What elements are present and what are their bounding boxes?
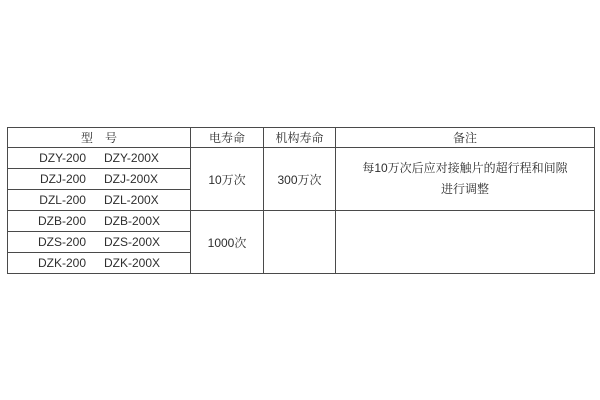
header-electrical-life: 电寿命 bbox=[191, 128, 264, 148]
table-row-dzy bbox=[8, 148, 595, 169]
header-remarks: 备注 bbox=[336, 128, 595, 148]
model-cell-dzl bbox=[8, 190, 191, 211]
table-row-dzb bbox=[8, 211, 595, 232]
remarks-group1 bbox=[336, 148, 595, 211]
header-row bbox=[8, 128, 595, 148]
model-cell-dzb bbox=[8, 211, 191, 232]
model-dzs-200x: DZS-200X bbox=[104, 235, 161, 249]
model-dzj-200: DZJ-200 bbox=[39, 172, 86, 186]
remarks-line-1: 每10万次后应对接触片的超行程和间隙 bbox=[362, 161, 568, 175]
model-dzb-200: DZB-200 bbox=[37, 214, 86, 228]
model-dzk-200: DZK-200 bbox=[37, 256, 86, 270]
model-dzy-200: DZY-200 bbox=[39, 151, 86, 165]
model-dzl-200: DZL-200 bbox=[39, 193, 86, 207]
model-cell-dzy bbox=[8, 148, 191, 169]
mechanical-life-group1: 300万次 bbox=[264, 148, 336, 211]
model-cell-dzk bbox=[8, 253, 191, 274]
model-dzb-200x: DZB-200X bbox=[104, 214, 161, 228]
header-mechanical-life: 机构寿命 bbox=[264, 128, 336, 148]
model-dzy-200x: DZY-200X bbox=[104, 151, 159, 165]
model-cell-dzs bbox=[8, 232, 191, 253]
model-dzj-200x: DZJ-200X bbox=[103, 172, 159, 186]
electrical-life-group1: 10万次 bbox=[191, 148, 264, 211]
relay-spec-table bbox=[7, 127, 595, 274]
mechanical-life-group2 bbox=[264, 211, 336, 274]
model-cell-dzj bbox=[8, 169, 191, 190]
model-dzs-200: DZS-200 bbox=[37, 235, 86, 249]
model-dzl-200x: DZL-200X bbox=[103, 193, 159, 207]
remarks-group2 bbox=[336, 211, 595, 274]
electrical-life-group2: 1000次 bbox=[191, 211, 264, 274]
remarks-line-2: 进行调整 bbox=[440, 182, 489, 196]
model-dzk-200x: DZK-200X bbox=[104, 256, 161, 270]
header-model: 型 号 bbox=[8, 128, 191, 148]
